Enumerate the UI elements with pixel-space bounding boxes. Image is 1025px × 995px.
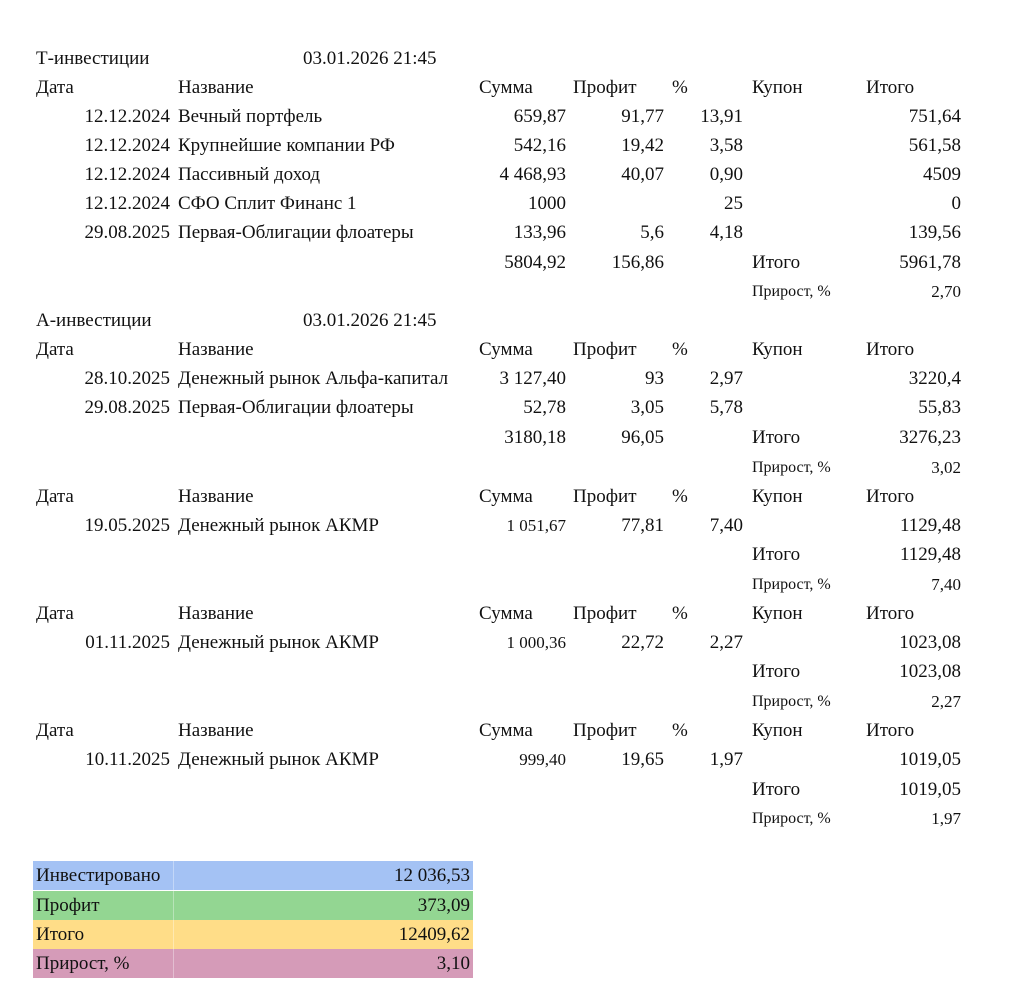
table-row	[0, 393, 1025, 422]
summary-profit-row	[33, 891, 473, 920]
cell-pct[interactable]: 2,27	[709, 632, 743, 653]
cell-name[interactable]: Денежный рынок Альфа-капитал	[178, 368, 449, 389]
growth-label[interactable]: Прирост, %	[752, 283, 831, 300]
akmp-2-total-row	[0, 657, 1025, 686]
cell-profit[interactable]: 19,42	[621, 135, 664, 156]
header-total[interactable]: Итого	[866, 603, 915, 624]
total-label[interactable]: Итого	[752, 661, 801, 682]
t-block-title[interactable]: Т-инвестиции	[36, 48, 150, 69]
table-row	[0, 131, 1025, 160]
cell-total[interactable]: 0	[951, 193, 961, 214]
cell-pct[interactable]: 0,90	[709, 164, 743, 185]
header-sum[interactable]: Сумма	[479, 486, 533, 507]
header-date[interactable]: Дата	[36, 77, 74, 98]
cell-pct[interactable]: 4,18	[709, 222, 743, 243]
cell-sum[interactable]: 659,87	[513, 106, 566, 127]
header-total[interactable]: Итого	[866, 720, 915, 741]
header-name[interactable]: Название	[178, 720, 254, 741]
header-sum[interactable]: Сумма	[479, 339, 533, 360]
total-label[interactable]: Итого	[752, 544, 801, 565]
cell-sum[interactable]: 1 051,67	[506, 516, 566, 535]
cell-date[interactable]: 29.08.2025	[84, 397, 170, 418]
cell-pct[interactable]: 1,97	[709, 749, 743, 770]
header-sum[interactable]: Сумма	[479, 720, 533, 741]
summary-total-label[interactable]: Итого	[36, 924, 85, 945]
cell-name[interactable]: Вечный портфель	[178, 106, 323, 127]
cell-date[interactable]: 29.08.2025	[84, 222, 170, 243]
header-name[interactable]: Название	[178, 77, 254, 98]
cell-pct[interactable]: 5,78	[709, 397, 743, 418]
cell-total[interactable]: 3220,4	[908, 368, 961, 389]
cell-profit[interactable]: 93	[645, 368, 664, 389]
header-profit[interactable]: Профит	[573, 339, 637, 360]
cell-name[interactable]: Крупнейшие компании РФ	[178, 135, 395, 156]
t-block-total-row	[0, 248, 1025, 277]
cell-divider	[173, 920, 174, 949]
cell-sum[interactable]: 1 000,36	[506, 633, 566, 652]
cell-name[interactable]: Денежный рынок АКМР	[178, 632, 379, 653]
growth-label[interactable]: Прирост, %	[752, 693, 831, 710]
akmp-1-header-row	[0, 482, 1025, 511]
cell-sum[interactable]: 52,78	[523, 397, 566, 418]
growth-value[interactable]: 2,70	[931, 282, 961, 301]
growth-value[interactable]: 7,40	[931, 575, 961, 594]
cell-pct[interactable]: 3,58	[709, 135, 743, 156]
cell-profit[interactable]: 40,07	[621, 164, 664, 185]
header-pct[interactable]: %	[672, 603, 688, 624]
header-pct[interactable]: %	[672, 77, 688, 98]
akmp-2-header-row	[0, 599, 1025, 628]
table-row	[0, 218, 1025, 247]
cell-date[interactable]: 12.12.2024	[84, 106, 170, 127]
cell-date[interactable]: 12.12.2024	[84, 164, 170, 185]
table-row	[0, 364, 1025, 393]
header-profit[interactable]: Профит	[573, 603, 637, 624]
header-sum[interactable]: Сумма	[479, 603, 533, 624]
header-date[interactable]: Дата	[36, 339, 74, 360]
cell-total[interactable]: 1023,08	[899, 632, 961, 653]
cell-total[interactable]: 4509	[923, 164, 961, 185]
cell-name[interactable]: Денежный рынок АКМР	[178, 749, 379, 770]
a-block-total-row	[0, 423, 1025, 452]
summary-invested-label[interactable]: Инвестировано	[36, 865, 161, 886]
header-date[interactable]: Дата	[36, 720, 74, 741]
cell-profit[interactable]: 22,72	[621, 632, 664, 653]
cell-total[interactable]: 1019,05	[899, 749, 961, 770]
header-profit[interactable]: Профит	[573, 720, 637, 741]
total-label[interactable]: Итого	[752, 427, 801, 448]
t-block-header-row	[0, 73, 1025, 102]
cell-total[interactable]: 1129,48	[899, 515, 961, 536]
t-block-growth-row	[0, 277, 1025, 306]
summary-growth-label[interactable]: Прирост, %	[36, 953, 130, 974]
growth-value[interactable]: 2,27	[931, 692, 961, 711]
cell-sum[interactable]: 3 127,40	[499, 368, 566, 389]
cell-profit[interactable]: 77,81	[621, 515, 664, 536]
cell-profit[interactable]: 19,65	[621, 749, 664, 770]
cell-divider	[173, 949, 174, 978]
growth-value[interactable]: 1,97	[931, 809, 961, 828]
header-profit[interactable]: Профит	[573, 77, 637, 98]
cell-pct[interactable]: 13,91	[700, 106, 743, 127]
cell-profit[interactable]	[573, 189, 664, 218]
summary-profit-value[interactable]: 373,09	[417, 895, 470, 916]
cell-divider	[173, 861, 174, 890]
total-label[interactable]: Итого	[752, 252, 801, 273]
a-block-title-row	[0, 306, 1025, 335]
cell-pct[interactable]: 2,97	[709, 368, 743, 389]
header-coupon[interactable]: Купон	[752, 339, 803, 360]
cell-sum[interactable]: 133,96	[513, 222, 566, 243]
cell-profit[interactable]: 3,05	[630, 397, 664, 418]
cell-date[interactable]: 01.11.2025	[85, 632, 170, 653]
a-block-timestamp[interactable]: 03.01.2026 21:45	[303, 310, 437, 331]
akmp-1-growth-row	[0, 570, 1025, 599]
a-block-header-row	[0, 335, 1025, 364]
header-coupon[interactable]: Купон	[752, 603, 803, 624]
header-pct[interactable]: %	[672, 720, 688, 741]
akmp-3-total-row	[0, 775, 1025, 804]
header-total[interactable]: Итого	[866, 486, 915, 507]
cell-name[interactable]: Первая-Облигации флоатеры	[178, 222, 414, 243]
total-label[interactable]: Итого	[752, 779, 801, 800]
summary-total-value[interactable]: 12409,62	[398, 924, 470, 945]
growth-label[interactable]: Прирост, %	[752, 810, 831, 827]
cell-sum[interactable]: 1000	[528, 193, 566, 214]
growth-value[interactable]: 3,02	[931, 458, 961, 477]
growth-label[interactable]: Прирост, %	[752, 576, 831, 593]
cell-sum[interactable]: 999,40	[519, 750, 566, 769]
cell-total[interactable]: 139,56	[908, 222, 961, 243]
cell-total[interactable]: 751,64	[908, 106, 961, 127]
header-date[interactable]: Дата	[36, 486, 74, 507]
header-coupon[interactable]: Купон	[752, 486, 803, 507]
a-block-title[interactable]: А-инвестиции	[36, 310, 152, 331]
header-name[interactable]: Название	[178, 486, 254, 507]
profit-total[interactable]: 96,05	[621, 427, 664, 448]
summary-total-row	[33, 920, 473, 949]
header-pct[interactable]: %	[672, 339, 688, 360]
growth-label[interactable]: Прирост, %	[752, 459, 831, 476]
table-row	[0, 511, 1025, 540]
t-block-timestamp[interactable]: 03.01.2026 21:45	[303, 48, 437, 69]
header-date[interactable]: Дата	[36, 603, 74, 624]
akmp-2-growth-row	[0, 687, 1025, 716]
sum-total[interactable]: 5804,92	[504, 252, 566, 273]
header-sum[interactable]: Сумма	[479, 77, 533, 98]
cell-name[interactable]: СФО Сплит Финанс 1	[178, 193, 357, 214]
grand-total[interactable]: 3276,23	[899, 427, 961, 448]
cell-pct[interactable]: 7,40	[709, 515, 743, 536]
summary-growth-value[interactable]: 3,10	[436, 953, 470, 974]
grand-total[interactable]: 1019,05	[899, 779, 961, 800]
cell-pct[interactable]: 25	[724, 193, 743, 214]
header-pct[interactable]: %	[672, 486, 688, 507]
table-row	[0, 628, 1025, 657]
cell-profit[interactable]: 91,77	[621, 106, 664, 127]
cell-date[interactable]: 10.11.2025	[85, 749, 170, 770]
cell-date[interactable]: 19.05.2025	[84, 515, 170, 536]
summary-invested-value[interactable]: 12 036,53	[394, 865, 470, 886]
header-coupon[interactable]: Купон	[752, 77, 803, 98]
header-profit[interactable]: Профит	[573, 486, 637, 507]
cell-name[interactable]: Денежный рынок АКМР	[178, 515, 379, 536]
cell-sum[interactable]: 542,16	[513, 135, 566, 156]
table-row	[0, 189, 1025, 218]
header-name[interactable]: Название	[178, 603, 254, 624]
summary-growth-row	[33, 949, 473, 978]
table-row	[0, 160, 1025, 189]
header-name[interactable]: Название	[178, 339, 254, 360]
cell-date[interactable]: 12.12.2024	[84, 193, 170, 214]
grand-total[interactable]: 5961,78	[899, 252, 961, 273]
cell-date[interactable]: 12.12.2024	[84, 135, 170, 156]
sum-total[interactable]: 3180,18	[504, 427, 566, 448]
a-block-growth-row	[0, 453, 1025, 482]
akmp-3-header-row	[0, 716, 1025, 745]
grand-total[interactable]: 1023,08	[899, 661, 961, 682]
cell-name[interactable]: Пассивный доход	[178, 164, 321, 185]
cell-divider	[173, 891, 174, 920]
cell-name[interactable]: Первая-Облигации флоатеры	[178, 397, 414, 418]
summary-profit-label[interactable]: Профит	[36, 895, 100, 916]
table-row	[0, 102, 1025, 131]
header-total[interactable]: Итого	[866, 339, 915, 360]
table-row	[0, 745, 1025, 774]
t-block-title-row	[0, 44, 1025, 73]
cell-sum[interactable]: 4 468,93	[499, 164, 566, 185]
header-total[interactable]: Итого	[866, 77, 915, 98]
cell-total[interactable]: 561,58	[908, 135, 961, 156]
akmp-1-total-row	[0, 540, 1025, 569]
header-coupon[interactable]: Купон	[752, 720, 803, 741]
akmp-3-growth-row	[0, 804, 1025, 833]
grand-total[interactable]: 1129,48	[899, 544, 961, 565]
cell-date[interactable]: 28.10.2025	[84, 368, 170, 389]
cell-total[interactable]: 55,83	[918, 397, 961, 418]
summary-invested-row	[33, 861, 473, 890]
profit-total[interactable]: 156,86	[611, 252, 664, 273]
cell-profit[interactable]: 5,6	[640, 222, 664, 243]
